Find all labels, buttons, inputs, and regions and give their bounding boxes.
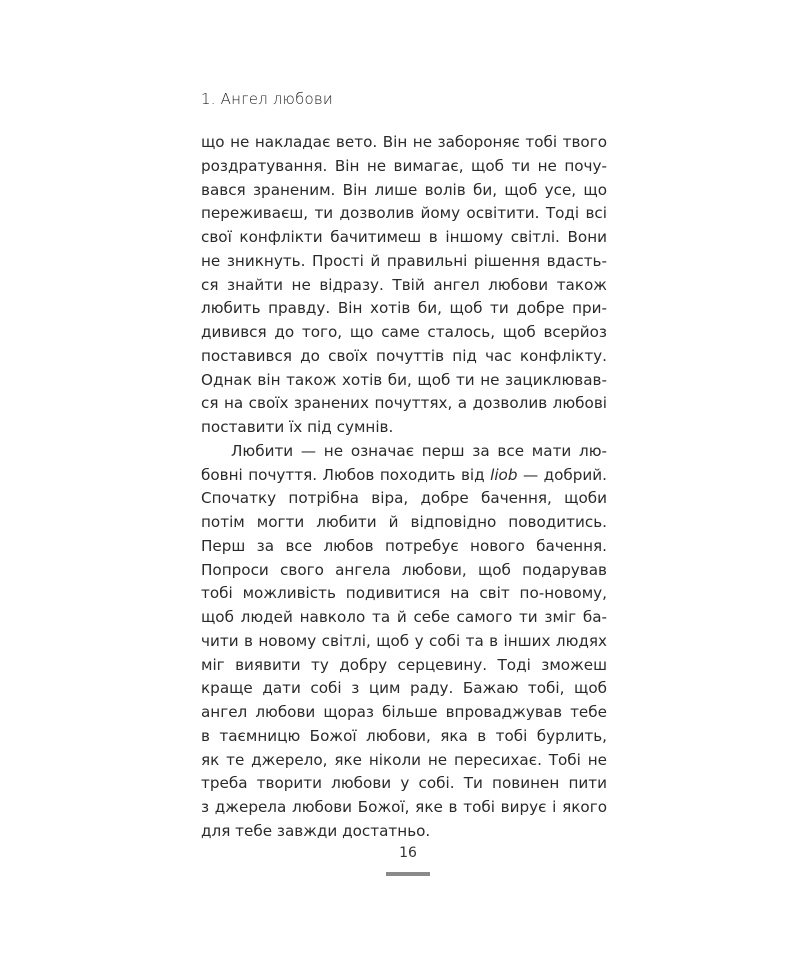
text-line: з джерела любови Божої, яке в тобі вирує і якого	[201, 798, 607, 816]
text-line: поставити їх під сумнів.	[201, 418, 394, 436]
text-line: краще дати собі з цим раду. Бажаю тобі, щоб	[201, 679, 607, 698]
text-line: переживаєш, ти дозволив йому освітити. Тоді всі	[201, 204, 607, 223]
text-line: любить правду. Він хотів би, щоб ти добре при-	[201, 299, 607, 318]
text-line	[201, 464, 607, 488]
text-line: ангел любови щораз більше впроваджував тебе	[201, 703, 607, 721]
text-line: Перш за все любов потребує нового бачення.	[201, 536, 607, 555]
text-line: дивився до того, що саме сталось, щоб всерйоз	[201, 323, 607, 341]
page-number: 16	[399, 845, 417, 861]
italic-word: liob	[490, 465, 518, 484]
text-line: не зникнуть. Прості й правильні рішення вдасть-	[201, 251, 607, 270]
paragraph-start-line: Любити — не означає перш за все мати лю-	[231, 441, 607, 460]
text-line: ся на своїх зранених почуттях, а дозволив любові	[201, 394, 607, 413]
text-line: потім могти любити й відповідно поводитись.	[201, 513, 607, 531]
page-number-underline	[386, 872, 430, 876]
text-line: для тебе завжди достатньо.	[201, 821, 431, 840]
text-line: вався зраненим. Він лише волів би, щоб усе, що	[201, 180, 607, 199]
text-line: Спочатку потрібна віра, добре бачення, щоби	[201, 489, 607, 508]
text-line: як те джерело, яке ніколи не пересихає. Тобі не	[201, 750, 607, 769]
text-line: Однак він також хотів би, щоб ти не зациклював-	[201, 370, 607, 389]
body-text	[201, 131, 607, 844]
text-line: міг виявити ту добру серцевину. Тоді зможеш	[201, 655, 607, 674]
text-segment: бовні почуття. Любов походить від	[201, 465, 491, 484]
text-line: тобі можливість подивитися на світ по-новому,	[201, 584, 607, 603]
text-line: треба творити любови у собі. Ти повинен пити	[201, 774, 607, 793]
text-segment: — добрий.	[517, 465, 607, 484]
text-line: що не накладає вето. Він не забороняє тобі твого	[201, 133, 607, 151]
text-line: поставився до своїх почуттів під час конфлікту.	[201, 346, 607, 365]
text-line: свої конфлікти бачитимеш в іншому світлі. Вони	[201, 228, 607, 246]
text-line: щоб людей навколо та й себе самого ти зміг ба-	[201, 608, 607, 626]
chapter-header: 1. Ангел любови	[201, 90, 333, 108]
text-line: чити в новому світлі, щоб у собі та в інших людях	[201, 631, 607, 650]
text-line: роздратування. Він не вимагає, щоб ти не почу-	[201, 156, 607, 175]
text-line: Попроси свого ангела любови, щоб подарував	[201, 560, 607, 579]
text-line: ся знайти не відразу. Твій ангел любови також	[201, 275, 607, 294]
text-line: в таємницю Божої любови, яка в тобі бурлить,	[201, 726, 607, 745]
